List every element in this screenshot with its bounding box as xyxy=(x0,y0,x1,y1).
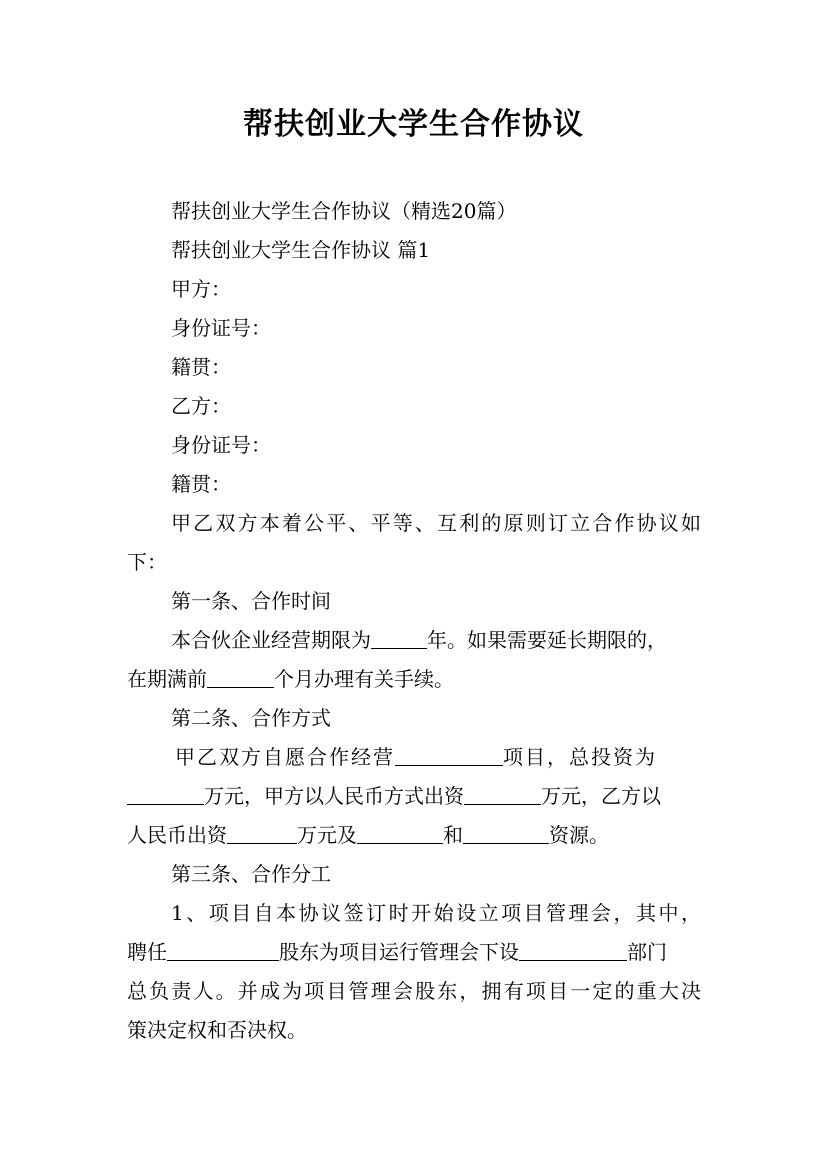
article-1-text-line xyxy=(127,660,454,698)
intro-paragraph-line: 下： xyxy=(127,550,167,574)
article-3-text-line: 总负责人。并成为项目管理会股东，拥有项目一定的重大决 xyxy=(127,979,701,1003)
blank-party-a-capital xyxy=(464,784,541,805)
blank-party-b-capital xyxy=(227,823,297,844)
article-2-text: 万元，乙方以 xyxy=(541,784,661,808)
article-3-text: 股东为项目运行管理会下设 xyxy=(279,940,519,964)
party-b-origin-label: 籍贯： xyxy=(171,472,231,496)
article-3-text: 部门 xyxy=(627,940,667,964)
article-2-text: 资源。 xyxy=(549,823,609,847)
article-1-text: 在期满前 xyxy=(127,667,207,691)
article-3-text: 聘任 xyxy=(127,940,167,964)
party-a-id-label: 身份证号： xyxy=(171,316,271,340)
article-2-text: 和 xyxy=(443,823,463,847)
blank-total-investment xyxy=(127,784,204,805)
article-1-heading: 第一条、合作时间 xyxy=(171,589,331,613)
party-a-label: 甲方： xyxy=(171,277,231,301)
party-a-origin-label: 籍贯： xyxy=(171,355,231,379)
section-heading: 帮扶创业大学生合作协议 篇1 xyxy=(171,238,431,262)
article-2-text: 甲乙双方自愿合作经营 xyxy=(175,745,395,769)
blank-department xyxy=(519,940,627,961)
article-2-text: 人民币出资 xyxy=(127,823,227,847)
blank-years xyxy=(371,628,427,649)
article-2-text: 万元，甲方以人民币方式出资 xyxy=(204,784,464,808)
article-1-text-line xyxy=(171,621,667,659)
article-2-text: 万元及 xyxy=(297,823,357,847)
blank-project xyxy=(395,745,503,766)
article-2-text-line xyxy=(127,816,609,854)
article-2-heading: 第二条、合作方式 xyxy=(171,706,331,730)
document-title: 帮扶创业大学生合作协议 xyxy=(243,107,584,142)
article-1-text: 年。如果需要延长期限的， xyxy=(427,628,667,652)
article-2-text-line xyxy=(175,738,657,776)
party-b-id-label: 身份证号： xyxy=(171,433,271,457)
intro-paragraph-line: 甲乙双方本着公平、平等、互利的原则订立合作协议如 xyxy=(171,511,701,535)
blank-resource-2 xyxy=(463,823,549,844)
article-3-text-line: 策决定权和否决权。 xyxy=(127,1018,307,1042)
article-2-text-line xyxy=(127,777,661,815)
party-b-label: 乙方： xyxy=(171,394,231,418)
article-3-heading: 第三条、合作分工 xyxy=(171,862,331,886)
blank-shareholder xyxy=(167,940,279,961)
article-3-text-line: 1、项目自本协议签订时开始设立项目管理会，其中， xyxy=(171,901,701,925)
article-2-text: 项目，总投资为 xyxy=(503,745,657,769)
blank-resource-1 xyxy=(357,823,443,844)
article-1-text: 本合伙企业经营期限为 xyxy=(171,628,371,652)
blank-months xyxy=(207,667,274,688)
subtitle-line: 帮扶创业大学生合作协议（精选20篇） xyxy=(171,199,517,223)
article-1-text: 个月办理有关手续。 xyxy=(274,667,454,691)
article-3-text-line xyxy=(127,933,667,971)
